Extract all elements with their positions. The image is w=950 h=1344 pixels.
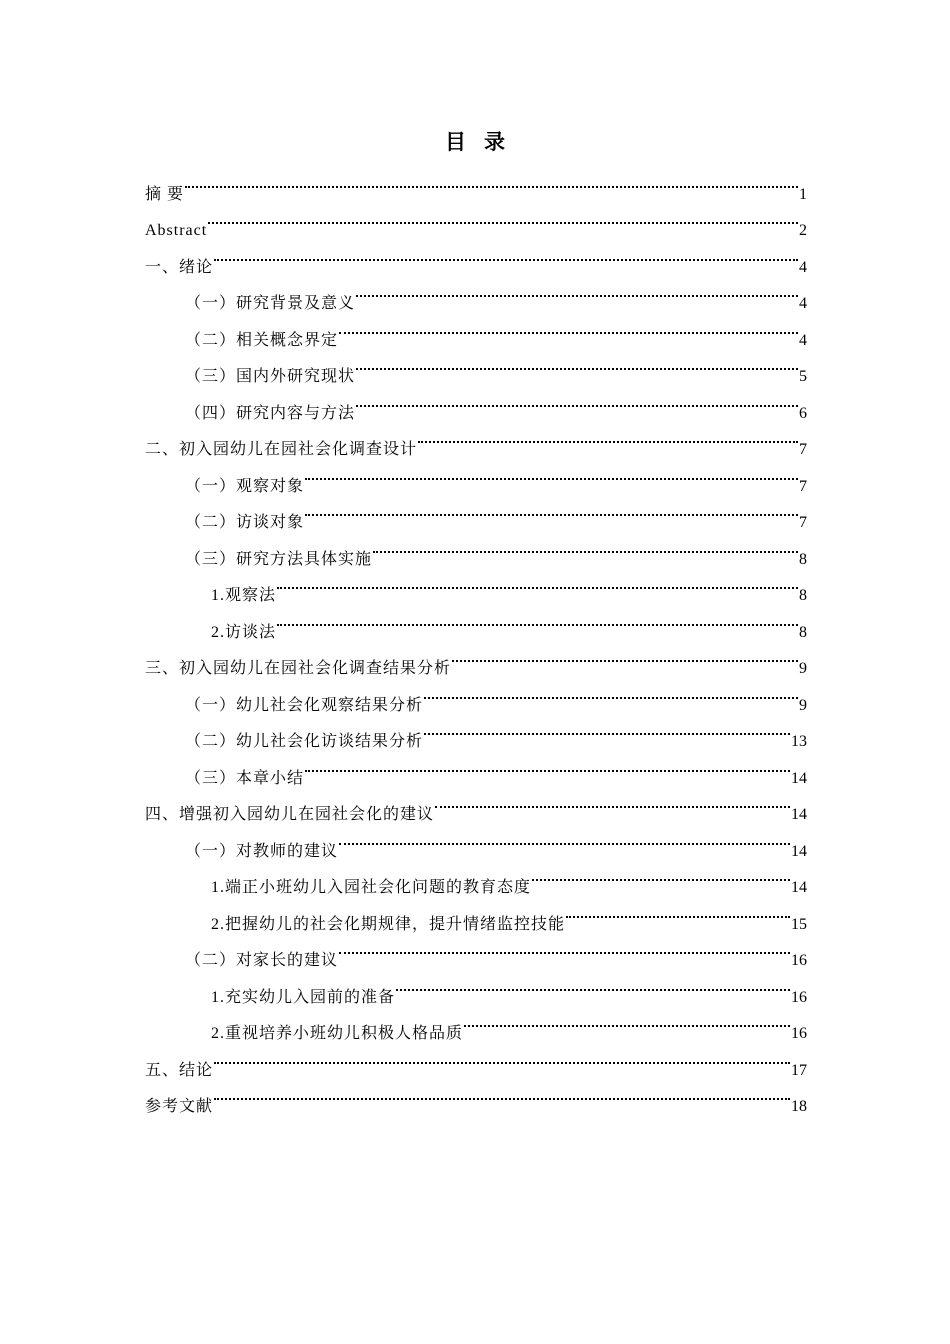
toc-entry-label: 1.充实幼儿入园前的准备 [211, 988, 396, 1006]
toc-dot-leader [532, 856, 790, 893]
toc-entry-page-number: 17 [791, 1061, 807, 1079]
table-of-contents [145, 162, 807, 1115]
toc-dot-leader [418, 418, 798, 455]
toc-entry[interactable] [145, 1038, 807, 1079]
toc-entry-page-number: 15 [791, 915, 807, 933]
toc-dot-leader [277, 600, 798, 637]
toc-entry-page-number: 7 [799, 514, 807, 531]
toc-entry-label: 一、绪论 [145, 258, 214, 276]
toc-dot-leader [373, 527, 798, 564]
toc-entry[interactable] [145, 1075, 807, 1115]
toc-entry-label: 三、初入园幼儿在园社会化调查结果分析 [145, 660, 452, 677]
toc-dot-leader [464, 1002, 790, 1039]
toc-entry-label: 五、结论 [145, 1061, 214, 1079]
toc-entry-page-number: 4 [799, 331, 807, 349]
toc-entry-page-number: 7 [799, 441, 807, 458]
toc-entry-page-number: 4 [799, 258, 807, 276]
toc-dot-leader [305, 454, 798, 491]
toc-entry[interactable] [145, 162, 807, 203]
toc-entry[interactable] [145, 272, 807, 312]
toc-dot-leader [452, 637, 798, 674]
toc-entry-label: 二、初入园幼儿在园社会化调查设计 [145, 441, 418, 458]
toc-entry-label: （四）研究内容与方法 [185, 404, 356, 422]
toc-entry-page-number: 13 [791, 733, 807, 750]
toc-dot-leader [339, 929, 790, 966]
toc-entry-label: （三）国内外研究现状 [185, 368, 356, 385]
toc-entry-page-number: 14 [791, 879, 807, 896]
toc-entry-label: （二）访谈对象 [185, 514, 305, 531]
toc-entry-label: （三）研究方法具体实施 [185, 550, 373, 568]
toc-dot-leader [339, 819, 790, 856]
toc-dot-leader [424, 673, 798, 710]
toc-entry[interactable] [145, 199, 807, 239]
toc-entry-label: 1.端正小班幼儿入园社会化问题的教育态度 [211, 879, 532, 896]
toc-dot-leader [435, 783, 790, 820]
toc-entry-page-number: 9 [799, 660, 807, 677]
toc-dot-leader [214, 1038, 790, 1075]
toc-entry-page-number: 6 [799, 404, 807, 422]
toc-dot-leader [339, 308, 798, 345]
toc-entry-page-number: 14 [791, 769, 807, 787]
toc-entry-label: （一）观察对象 [185, 477, 305, 495]
toc-entry-label: 四、增强初入园幼儿在园社会化的建议 [145, 806, 435, 823]
toc-entry-page-number: 4 [799, 295, 807, 312]
toc-dot-leader [396, 965, 790, 1002]
toc-entry-page-number: 9 [799, 696, 807, 714]
toc-entry-label: 摘 要 [145, 185, 185, 203]
toc-entry-page-number: 14 [791, 806, 807, 823]
toc-entry-page-number: 8 [799, 623, 807, 641]
toc-dot-leader [208, 199, 798, 236]
toc-dot-leader [214, 235, 798, 272]
toc-entry-label: Abstract [145, 222, 208, 239]
toc-entry[interactable] [145, 235, 807, 276]
toc-entry-label: （二）相关概念界定 [185, 331, 339, 349]
toc-dot-leader [305, 491, 798, 528]
toc-entry-page-number: 16 [791, 988, 807, 1006]
toc-entry-label: 1.观察法 [211, 587, 277, 604]
toc-entry-label: （三）本章小结 [185, 769, 305, 787]
toc-entry-label: 2.重视培养小班幼儿积极人格品质 [211, 1025, 464, 1042]
toc-dot-leader [356, 345, 798, 382]
toc-dot-leader [566, 892, 790, 929]
toc-entry-label: （一）幼儿社会化观察结果分析 [185, 696, 424, 714]
toc-entry-page-number: 8 [799, 587, 807, 604]
toc-entry-page-number: 5 [799, 368, 807, 385]
toc-entry-label: （一）对教师的建议 [185, 842, 339, 860]
toc-dot-leader [277, 564, 798, 601]
toc-entry-page-number: 16 [791, 1025, 807, 1042]
toc-entry-page-number: 18 [791, 1098, 807, 1115]
toc-dot-leader [356, 381, 798, 418]
toc-dot-leader [305, 746, 790, 783]
toc-entry-label: （一）研究背景及意义 [185, 295, 356, 312]
toc-entry-page-number: 8 [799, 550, 807, 568]
toc-entry-page-number: 2 [799, 222, 807, 239]
toc-entry-label: （二）幼儿社会化访谈结果分析 [185, 733, 424, 750]
toc-entry-label: 2.访谈法 [211, 623, 277, 641]
toc-entry-page-number: 16 [791, 952, 807, 969]
toc-entry-page-number: 1 [799, 185, 807, 203]
toc-dot-leader [356, 272, 798, 309]
toc-entry-label: 2.把握幼儿的社会化期规律，提升情绪监控技能 [211, 915, 566, 933]
toc-entry-label: （二）对家长的建议 [185, 952, 339, 969]
toc-title: 目录 [445, 130, 523, 154]
toc-dot-leader [185, 162, 798, 199]
toc-entry-label: 参考文献 [145, 1098, 214, 1115]
toc-entry-page-number: 7 [799, 477, 807, 495]
toc-entry-page-number: 14 [791, 842, 807, 860]
toc-dot-leader [214, 1075, 790, 1112]
toc-dot-leader [424, 710, 790, 747]
